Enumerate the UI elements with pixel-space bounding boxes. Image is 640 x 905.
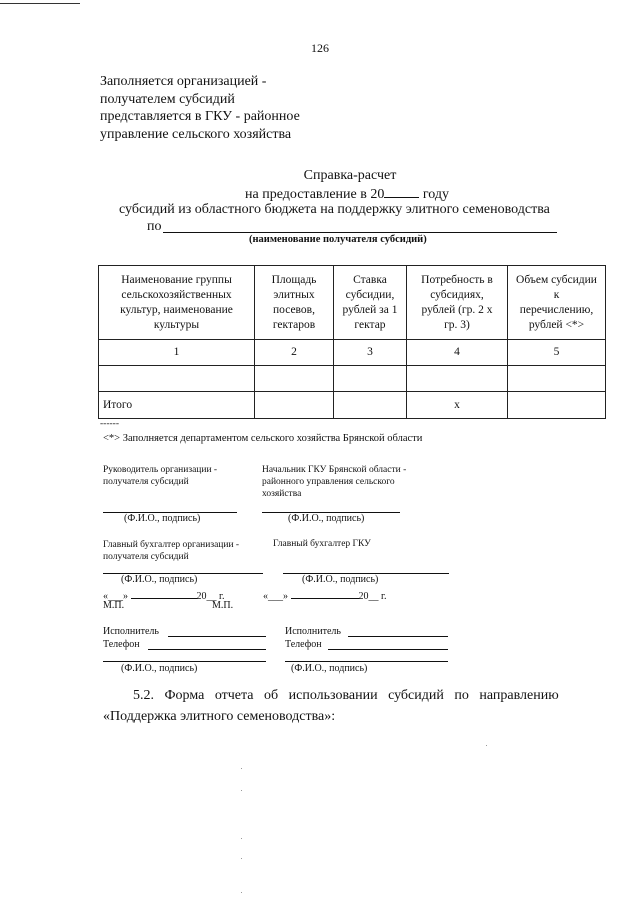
- head-org-label: Руководитель организации - получателя субсидий: [103, 465, 218, 487]
- header-cell: Объем субсидии к перечислению, рублей <*>: [508, 266, 606, 340]
- fio-caption: (Ф.И.О., подпись): [121, 663, 198, 674]
- subsidy-table: [98, 265, 606, 419]
- mp-label: М.П.: [103, 600, 125, 611]
- footnote-dashes: ------: [100, 419, 119, 429]
- date-field: «___» 20__ г.: [103, 591, 225, 602]
- scan-speck: [486, 745, 487, 746]
- po-label: по: [147, 219, 162, 234]
- total-col4: х: [407, 392, 508, 419]
- footnote-text: <*> Заполняется департаментом сельского хозяйства Брянской области: [103, 433, 423, 444]
- table-cell: [334, 366, 407, 392]
- executor-line: [168, 636, 266, 637]
- scan-speck: [241, 858, 242, 859]
- table-cell: [99, 366, 255, 392]
- scan-speck: [241, 790, 242, 791]
- executor-line: [348, 636, 448, 637]
- mp-label: М.П.: [212, 600, 234, 611]
- chief-acc-gku-label: Главный бухгалтер ГКУ: [273, 539, 371, 549]
- header-cell: Наименование группы сельскохозяйственных культур, наименование культуры: [99, 266, 255, 340]
- year-suffix: году: [422, 187, 449, 202]
- table-cell: [508, 366, 606, 392]
- header-cell: Площадь элитных посевов, гектаров: [255, 266, 334, 340]
- column-number: 1: [99, 340, 255, 366]
- table-cell: [334, 392, 407, 419]
- org-note-line: Заполняется организацией -: [100, 74, 267, 89]
- fio-caption: (Ф.И.О., подпись): [291, 663, 368, 674]
- phone-line: [148, 649, 266, 650]
- table-cell: [255, 366, 334, 392]
- section-heading: 5.2. Форма отчета об использовании субсидий по направлению: [133, 688, 559, 703]
- table-header-row: [99, 266, 606, 340]
- org-note: [100, 73, 300, 143]
- phone-label: Телефон: [103, 639, 140, 650]
- column-number: 4: [407, 340, 508, 366]
- fio-caption: (Ф.И.О., подпись): [124, 513, 201, 524]
- header-cell: Потребность в субсидиях, рублей (гр. 2 х гр. 3): [407, 266, 508, 340]
- table-cell: [255, 392, 334, 419]
- table-row: [99, 366, 606, 392]
- org-note-line: представляется в ГКУ - районное: [100, 109, 300, 124]
- signature-line: [285, 661, 448, 662]
- scan-speck: [241, 768, 242, 769]
- date-field: «___» 20__ г.: [263, 591, 387, 602]
- fio-caption: (Ф.И.О., подпись): [302, 574, 379, 585]
- doc-title: Справка-расчет: [303, 168, 397, 183]
- page-number: 126: [311, 41, 329, 55]
- doc-subtitle: субсидий из областного бюджета на поддержку элитного семеноводства: [119, 202, 550, 217]
- year-prefix: на предоставление в 20: [245, 187, 385, 202]
- doc-title-year-line: [245, 185, 449, 203]
- table-number-row: [99, 340, 606, 366]
- section-heading-cont: «Поддержка элитного семеноводства»:: [103, 709, 336, 724]
- org-note-line: управление сельского хозяйства: [100, 126, 292, 142]
- recipient-caption: (наименование получателя субсидий): [249, 234, 427, 245]
- executor-label: Исполнитель: [285, 626, 341, 637]
- recipient-line: [163, 232, 557, 233]
- top-rule: [0, 3, 80, 4]
- phone-line: [328, 649, 448, 650]
- fio-caption: (Ф.И.О., подпись): [288, 513, 365, 524]
- table-cell: [508, 392, 606, 419]
- column-number: 2: [255, 340, 334, 366]
- total-label: Итого: [99, 392, 255, 419]
- phone-label: Телефон: [285, 639, 322, 650]
- fio-caption: (Ф.И.О., подпись): [121, 574, 198, 585]
- column-number: 3: [334, 340, 407, 366]
- executor-label: Исполнитель: [103, 626, 159, 637]
- scan-speck: [241, 838, 242, 839]
- chief-acc-org-label: Главный бухгалтер организации - получателя субсидий: [103, 540, 240, 562]
- head-gku-label: Начальник ГКУ Брянской области - районного управления сельского хозяйства: [262, 465, 407, 499]
- org-note-line: получателем субсидий: [100, 91, 235, 107]
- year-blank: [384, 185, 419, 198]
- table-total-row: [99, 392, 606, 419]
- signature-line: [103, 661, 266, 662]
- header-cell: Ставка субсидии, рублей за 1 гектар: [334, 266, 407, 340]
- scan-speck: [241, 892, 242, 893]
- table-cell: [407, 366, 508, 392]
- column-number: 5: [508, 340, 606, 366]
